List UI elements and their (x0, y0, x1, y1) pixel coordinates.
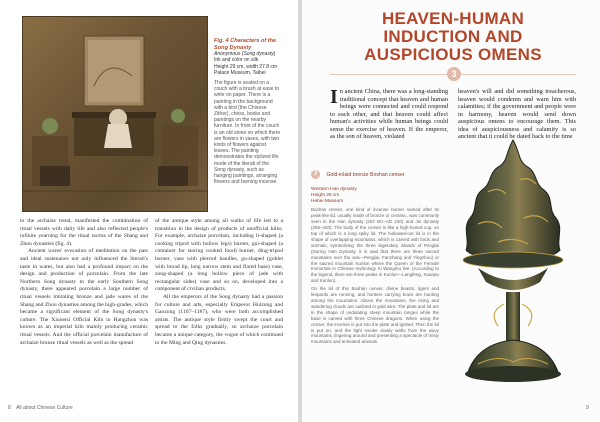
figure-3-period: Western Han dynasty (311, 187, 357, 192)
figure-4-description: The figure is seated on a couch with a brush at ease to write on paper. There is a painting in the background with a bird (the Chinese Zither), chess, books and paintings on the nearby furniture. In front of the couch is an old stone on which there are flowers in vases, with two kinds of flowers against leaves. The painting demonstrates the stylized life mode of the literati of the Song dynasty, such as hanging paintings, arranging flowers and burning incense. (214, 80, 281, 186)
section-number-badge: 3 (447, 67, 461, 81)
page-number: 8 (8, 405, 11, 411)
intro-text: heaven's will and did something treacherous, heaven would condemn and warn him with calamities; if the government and people were in harmony, heaven would send down auspicious omens to encourage them. This idea of auspiciousness and calamity is so ancient that it could be dated back to the time (458, 88, 576, 140)
paragraph: of the antique style among all walks of life led to a transition in the design of products of unofficial kilns. For example, archaize porcelain, including li-shaped (a cooking tripod with hollow legs) burner, gui-shaped (a container for storing cooked food) burner, ding-tripod burner, vase with pierced handles, gu-shaped (goblet with broad lip, long narrow stem and flared base) vase, zong-shaped (a long hollow piece of jade with rectangular sides) vase and so on, developed into a component of civilian products. (155, 218, 283, 293)
intro-text: n ancient China, there was a long-standing traditional concept that heaven and human beings were connected and could respond to each other, and that heaven could affect human's activities while human beings could sense the exercise of heaven. If the emperor, as the son of heaven, violated (330, 88, 448, 140)
paragraph: Ancient wares' evocation of meditation on the past and ideal sustenance not only influenced the literati's taste in wares, but also had a profound impact on the design and production of porcelain. From the late Northern Song dynasty to the early Southern Song dynasty, there appeared porcelain a large number of ritual vessels imitating bronze and jade wares of the Shang and Zhou dynasties among the high-grades, which became a significant element of the Song dynasty's culture. The Xiuneisi Official Kiln in Hangzhou was known as an imperial kiln mainly producing ceramic ritual vessels. And the official porcelain manufacture of archaize bronze ritual vessels as well as the spread (20, 248, 149, 346)
figure-3-location: Hebei Museum (311, 198, 344, 204)
figure-3-badge: 3 (311, 170, 320, 179)
paragraph: Boshan censer, one kind of incense burner named after its peak-like lid, usually made of bronze or ceramic, was commonly seen in the Han dynasty (202 BC–AD 220) and Jin dynasty (265–420). The body of the censer is like a high-footed cup, on top of which is a long spiky lid. The hollowed-out lid is in the shape of overlapping mountains, which is carved with birds and animals, symbolizing the three legendary islands of Penglai (During Han Dynasty, it is said that there are three sacred mountains over the sea—Penglai, Fanzhang and Yingzhou) or the sacred mountain Kunlun where the Queen of the Female Immortals in Chinese mythology Xi Wangmu live. (According to the legend, there are three peaks in Kunlun—Langfeng, Xuanpu and Kunlun). (311, 207, 439, 284)
paragraph: to the archaize trend, manifested the combination of ritual vessels with daily life and also reflected people's infinite yearning for the ritual norms of the Shang and Zhou dynasties (fig. 4). (20, 218, 148, 247)
figure-4-caption (214, 38, 282, 185)
left-page (0, 0, 298, 422)
right-page-number: 9 (586, 405, 589, 411)
intro-column-1 (330, 88, 448, 141)
painting-illustration (22, 16, 208, 212)
figure-3-description (311, 207, 439, 345)
figure-4-title: Fig. 4 Characters of the Song Dynasty (214, 38, 277, 51)
right-page (302, 0, 600, 422)
paragraph: All the emperors of the Song dynasty had a passion for culture and arts, especially Emperor Huizong and Gaozong (1107–1187), who were both accomplished artists. The antique style firstly swept the court and spread to the folks gradually, so archaize porcelain became a unique category, the vogue of which continued to the Ming and Qing dynasties. (155, 293, 283, 346)
figure-4-location: Palace Museum, Taibei (214, 69, 266, 76)
figure-3-title: Gold-inlaid bronze Boshan censer (326, 171, 405, 178)
figure-4-artist: Anonymous (Song dynasty) (214, 51, 276, 58)
figure-4-medium: Ink and color on silk (214, 57, 259, 64)
figure-3-meta (311, 187, 439, 204)
left-body-column-2 (155, 218, 283, 347)
drop-cap: I (330, 86, 338, 108)
figure-3-dimensions: Height 26 cm (311, 192, 340, 198)
chapter-title (330, 10, 576, 64)
boshan-censer-image (448, 132, 578, 402)
song-dynasty-painting-image (22, 16, 208, 212)
running-head: All about Chinese Culture (16, 405, 73, 411)
title-line: AUSPICIOUS OMENS (364, 45, 542, 64)
left-body-column-1 (20, 218, 148, 347)
figure-4-dimensions: Height 29 cm, width 27.8 cm (214, 63, 278, 70)
left-footer (8, 405, 73, 411)
title-line: INDUCTION AND (383, 27, 523, 46)
figure-3-caption (311, 166, 439, 345)
paragraph: On the lid of this Boshan censer, divine beasts, tigers and leopards are running, and hunters carrying bows are hunting among the mountains. Above the mountains, the rising and wandering clouds are outlined in gold wire. The plate and lid are in the shape of undulating steep mountain ranges while the base is carved with three Chinese dragons. When using the censer, the incense is put into the plate and ignited. Then the lid is put on, and the light smoke slowly wafts from the wavy mountains, lingering around and presenting a spectacle of misty mountains and animated animals. (311, 286, 439, 345)
title-line: HEAVEN-HUMAN (381, 9, 525, 28)
